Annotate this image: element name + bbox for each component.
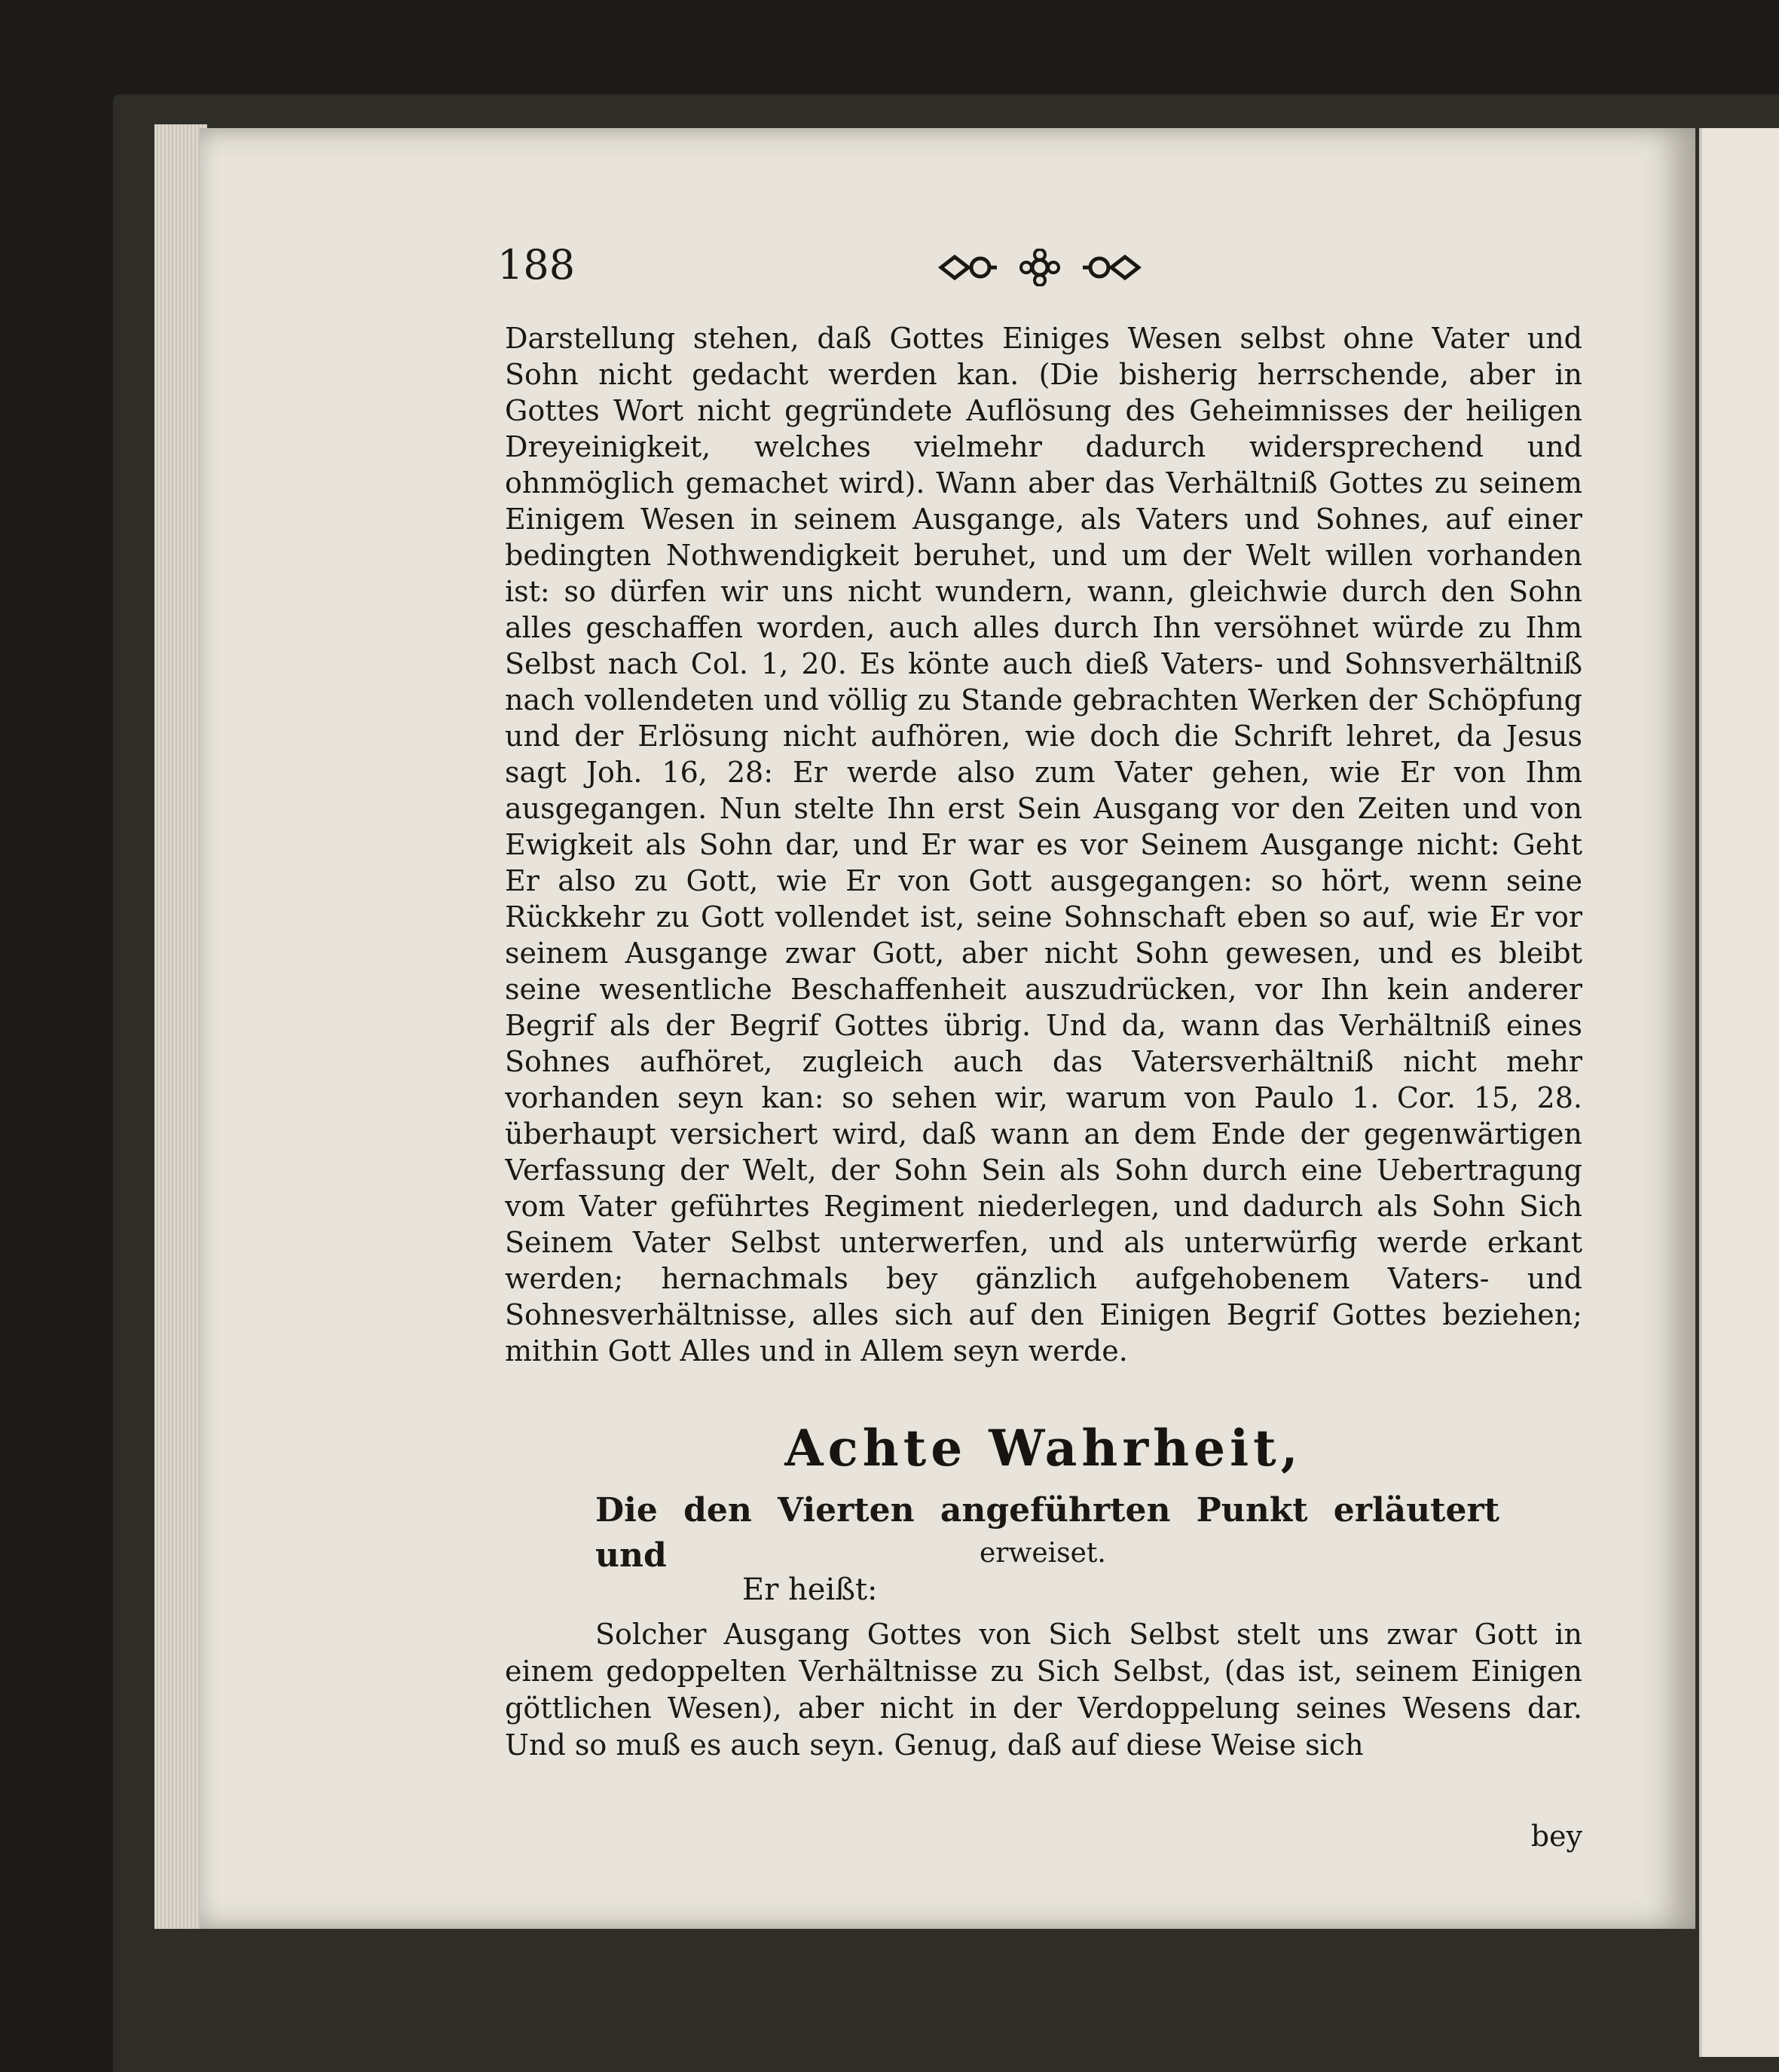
page-number: 188	[497, 241, 576, 289]
fleuron-right-icon	[1081, 251, 1142, 284]
fleuron-ornament-icon	[938, 249, 1142, 286]
section-subheading-continuation: erweiset.	[980, 1538, 1106, 1569]
facing-page-edge	[1699, 128, 1779, 2057]
section-intro: Er heißt:	[742, 1572, 878, 1607]
section-heading: Achte Wahrheit,	[784, 1419, 1303, 1478]
paragraph-section: Solcher Ausgang Gottes von Sich Selbst stelt uns zwar Gott in einem gedoppelten Verhältnisse zu Sich Selbst, (das ist, seinem Einigen göttlichen Wesen), aber nicht in der Verdoppelung seines Wesens dar. Und so muß es auch seyn. Genug, daß auf diese Weise sich	[505, 1618, 1582, 1762]
fleuron-left-icon	[938, 251, 998, 284]
paragraph-body: Darstellung stehen, daß Gottes Einiges Wesen selbst ohne Vater und Sohn nicht gedacht werden kan. (Die bisherig herrschende, aber in Gottes Wort nicht gegründete Auflösung des Geheimnisses der heiligen Dreyeinigkeit, welches vielmehr dadurch widersprechend und ohnmöglich gemachet wird). Wann aber das Verhältniß Gottes zu seinem Einigem Wesen in seinem Ausgange, als Vaters und Sohnes, auf einer bedingten Nothwendigkeit beruhet, und um der Welt willen vorhanden ist: so dürfen wir uns nicht wundern, wann, gleichwie durch den Sohn alles geschaffen worden, auch alles durch Ihn versöhnet würde zu Ihm Selbst nach Col. 1, 20. Es könte auch dieß Vaters- und Sohnsverhältniß nach vollendeten und völlig zu Stande gebrachten Werken der Schöpfung und der Erlösung nicht aufhören, wie doch die Schrift lehret, da Jesus sagt Joh. 16, 28: Er werde also zum Vater gehen, wie Er von Ihm ausgegangen. Nun stelte Ihn erst Sein Ausgang vor den Zeiten und von Ewigkeit als Sohn dar, und Er war es vor Seinem Ausgange nicht: Geht Er also zu Gott, wie Er von Gott ausgegangen: so hört, wenn seine Rückkehr zu Gott vollendet ist, seine Sohnschaft eben so auf, wie Er vor seinem Ausgange zwar Gott, aber nicht Sohn gewesen, und es bleibt seine wesentliche Beschaffenheit auszudrücken, vor Ihn kein anderer Begrif als der Begrif Gottes übrig. Und da, wann das Verhältniß eines Sohnes aufhöret, zugleich auch das Vatersverhältniß nicht mehr vorhanden seyn kan: so sehen wir, warum von Paulo 1. Cor. 15, 28. überhaupt versichert wird, daß wann an dem Ende der gegenwärtigen Verfassung der Welt, der Sohn Sein als Sohn durch eine Uebertragung vom Vater geführtes Regiment niederlegen, und dadurch als Sohn Sich Seinem Vater Selbst unterwerfen, und als unterwürfig werde erkant werden; hernachmals bey gänzlich aufgehobenem Vaters- und Sohnesverhältnisse, alles sich auf den Einigen Begrif Gottes beziehen; mithin Gott Alles und in Allem seyn werde.	[505, 322, 1582, 1368]
fleuron-center-icon	[1016, 249, 1064, 286]
catchword: bey	[1530, 1820, 1582, 1853]
section-subheading: Die den Vierten angeführten Punkt erläutert und	[595, 1491, 1499, 1575]
